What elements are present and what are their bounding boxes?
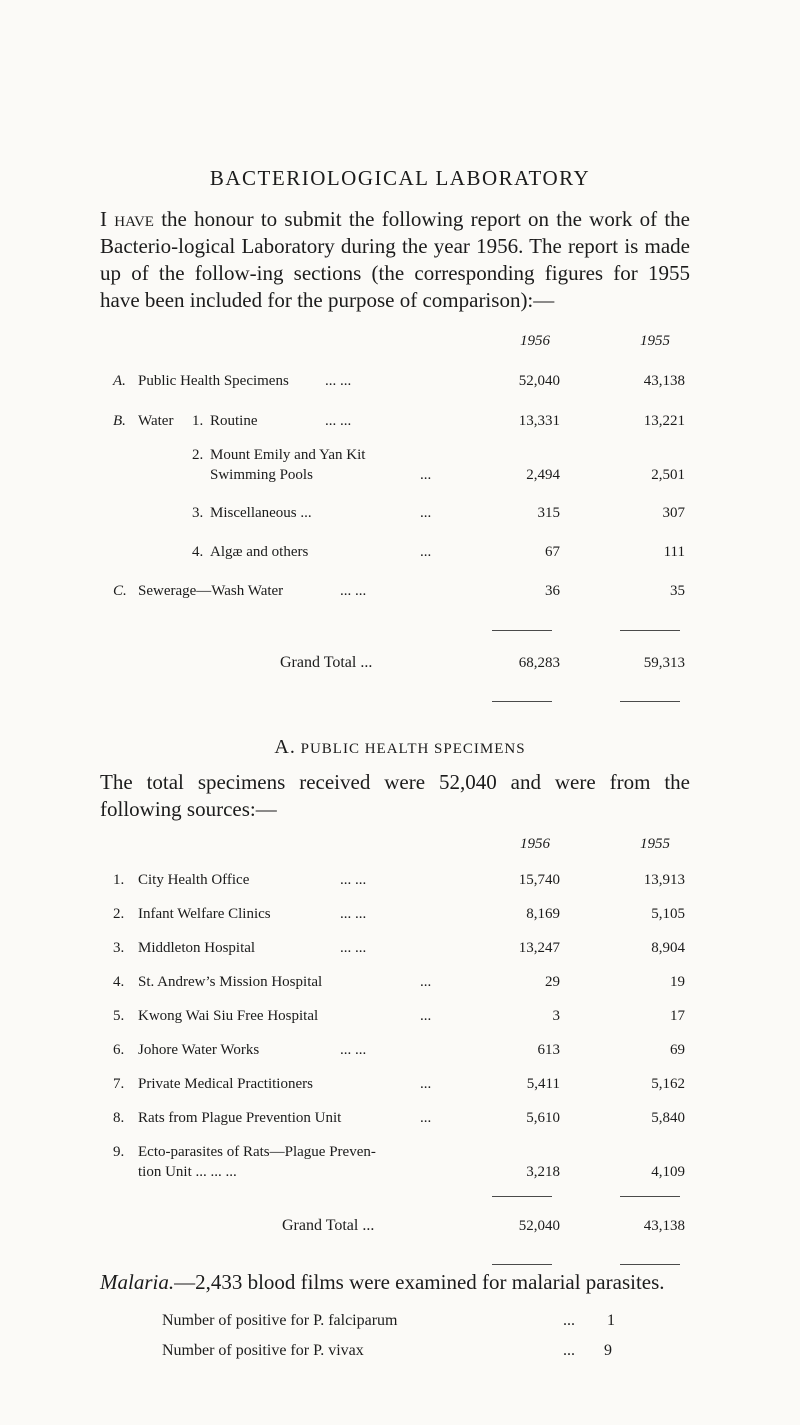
malaria-paragraph: [100, 1269, 720, 1296]
row-label: Middleton Hospital: [138, 940, 256, 956]
value-1956: 15,740: [518, 872, 560, 888]
value-1955: 35: [670, 583, 685, 599]
malaria-result-row: [0, 1309, 800, 1333]
row-dots: ...: [420, 1076, 432, 1092]
grand-total-1956: 68,283: [518, 655, 560, 671]
total-rule: [620, 1196, 680, 1197]
row-number: 5.: [113, 1008, 125, 1024]
value-1955: 5,162: [651, 1076, 685, 1092]
value-1955: 8,904: [651, 940, 685, 956]
malaria-lead: Malaria.: [100, 1270, 175, 1294]
section-letter: A.: [274, 736, 296, 758]
malaria-result-row: [0, 1339, 800, 1363]
grand-total-1955: 59,313: [643, 655, 685, 671]
row-number: 9.: [113, 1144, 125, 1160]
table1-header: [0, 329, 800, 353]
row-dots: ... ...: [325, 373, 352, 389]
table2-year-1956: 1956: [520, 836, 550, 852]
row-label-cont: tion Unit ... ... ...: [138, 1164, 237, 1180]
total-rule: [620, 701, 680, 702]
row-number: 4.: [113, 974, 125, 990]
row-label: St. Andrew’s Mission Hospital: [138, 974, 323, 990]
row-prefix: Water: [138, 413, 174, 429]
value-1956: 5,411: [526, 1076, 560, 1092]
row-number: 6.: [113, 1042, 125, 1058]
table-row: [0, 902, 800, 926]
value-1956: 5,610: [526, 1110, 560, 1126]
row-label: Public Health Specimens: [138, 373, 289, 389]
total-rule: [492, 630, 552, 631]
row-dots: ... ...: [340, 1042, 367, 1058]
malaria-result-value: 9: [604, 1342, 612, 1359]
row-label: Routine: [210, 413, 258, 429]
total-rule: [492, 701, 552, 702]
malaria-result-label: Number of positive for P. falciparum: [162, 1312, 398, 1329]
row-number: 1.: [113, 872, 125, 888]
table-row-continuation: [0, 1160, 800, 1184]
row-dots: ...: [420, 505, 432, 521]
row-number: 1.: [192, 413, 204, 429]
sources-paragraph: The total specimens received were 52,040 and were from the following sources:—: [100, 770, 690, 821]
value-1956: 29: [545, 974, 560, 990]
value-1955: 5,105: [651, 906, 685, 922]
row-dots: ...: [420, 1110, 432, 1126]
intro-lead: I have: [100, 207, 154, 231]
total-rule: [492, 1196, 552, 1197]
value-1956: 67: [545, 544, 560, 560]
row-dots: ... ...: [325, 413, 352, 429]
value-1956: 36: [545, 583, 560, 599]
malaria-result-dots: ...: [563, 1342, 575, 1359]
row-dots: ...: [420, 544, 432, 560]
row-number: 7.: [113, 1076, 125, 1092]
value-1955: 69: [670, 1042, 685, 1058]
value-1956: 13,247: [518, 940, 560, 956]
value-1955: 43,138: [643, 373, 685, 389]
malaria-result-value: 1: [607, 1312, 615, 1329]
value-1955: 19: [670, 974, 685, 990]
value-1955: 5,840: [651, 1110, 685, 1126]
row-number: 8.: [113, 1110, 125, 1126]
row-number: 4.: [192, 544, 204, 560]
total-rule: [620, 1264, 680, 1265]
malaria-text: —2,433 blood films were examined for malarial parasites.: [174, 1270, 665, 1294]
value-1956: 315: [537, 505, 560, 521]
table-row: [0, 936, 800, 960]
row-dots: ... ...: [340, 583, 367, 599]
value-1956: 3: [552, 1008, 560, 1024]
row-label: Infant Welfare Clinics: [138, 906, 271, 922]
intro-paragraph: [100, 206, 690, 314]
row-dots: ... ...: [340, 940, 367, 956]
table-row: [0, 970, 800, 994]
total-rule: [492, 1264, 552, 1265]
row-label: Ecto-parasites of Rats—Plague Preven-: [138, 1144, 376, 1160]
row-dots: ... ...: [340, 906, 367, 922]
row-label: City Health Office: [138, 872, 250, 888]
table-row: [0, 1038, 800, 1062]
row-number: 3.: [113, 940, 125, 956]
value-1955: 17: [670, 1008, 685, 1024]
section-letter: C.: [113, 583, 127, 599]
row-number: 2.: [192, 447, 204, 463]
table1-year-1955: 1955: [640, 333, 670, 349]
value-1956: 2,494: [526, 467, 560, 483]
value-1955: 111: [663, 544, 685, 560]
grand-total-1956: 52,040: [518, 1218, 560, 1234]
value-1956: 613: [537, 1042, 560, 1058]
table-row: [0, 1106, 800, 1130]
value-1955: 307: [662, 505, 685, 521]
malaria-result-label: Number of positive for P. vivax: [162, 1342, 364, 1359]
row-label: Miscellaneous ...: [210, 505, 312, 521]
grand-total-label: Grand Total ...: [282, 1217, 375, 1234]
row-dots: ...: [420, 467, 432, 483]
row-number: 2.: [113, 906, 125, 922]
malaria-result-dots: ...: [563, 1312, 575, 1329]
value-1955: 2,501: [651, 467, 685, 483]
value-1955: 13,913: [643, 872, 685, 888]
grand-total-label: Grand Total ...: [280, 654, 373, 671]
section-letter: A.: [113, 373, 126, 389]
value-1955: 4,109: [651, 1164, 685, 1180]
table-row-continuation: [0, 463, 800, 487]
row-label: Kwong Wai Siu Free Hospital: [138, 1008, 319, 1024]
row-label-cont: Swimming Pools: [210, 467, 313, 483]
value-1956: 52,040: [518, 373, 560, 389]
table-row: [0, 501, 800, 525]
row-label: Algæ and others: [210, 544, 309, 560]
value-1955: 13,221: [643, 413, 685, 429]
table-row: [0, 1072, 800, 1096]
row-label: Private Medical Practitioners: [138, 1076, 313, 1092]
row-number: 3.: [192, 505, 204, 521]
row-label: Mount Emily and Yan Kit: [210, 447, 366, 463]
table2-header: [0, 832, 800, 856]
section-letter: B.: [113, 413, 126, 429]
grand-total-row: [0, 1214, 800, 1238]
page-title: BACTERIOLOGICAL LABORATORY: [209, 166, 591, 190]
row-label: Rats from Plague Prevention Unit: [138, 1110, 342, 1126]
table-row: [0, 540, 800, 564]
grand-total-1955: 43,138: [643, 1218, 685, 1234]
section-heading: [0, 736, 800, 759]
table2-year-1955: 1955: [640, 836, 670, 852]
total-rule: [620, 630, 680, 631]
row-label: Sewerage—Wash Water: [138, 583, 284, 599]
table-row: [0, 369, 800, 393]
row-dots: ...: [420, 1008, 432, 1024]
table-row: [0, 579, 800, 603]
table-row: [0, 409, 800, 433]
table-row: [0, 1004, 800, 1028]
value-1956: 3,218: [526, 1164, 560, 1180]
row-label: Johore Water Works: [138, 1042, 260, 1058]
table-row: [0, 868, 800, 892]
row-dots: ... ...: [340, 872, 367, 888]
section-title: PUBLIC HEALTH SPECIMENS: [300, 741, 526, 757]
intro-text: the honour to submit the following report on the work of the Bacterio-logical Laboratory during the year 1956. The report is made up of the follow-ing sections (the corresponding figures for 1955 have been included for the purpose of comparison):—: [100, 207, 690, 312]
row-dots: ...: [420, 974, 432, 990]
value-1956: 8,169: [526, 906, 560, 922]
value-1956: 13,331: [518, 413, 560, 429]
table1-year-1956: 1956: [520, 333, 550, 349]
grand-total-row: [0, 651, 800, 675]
